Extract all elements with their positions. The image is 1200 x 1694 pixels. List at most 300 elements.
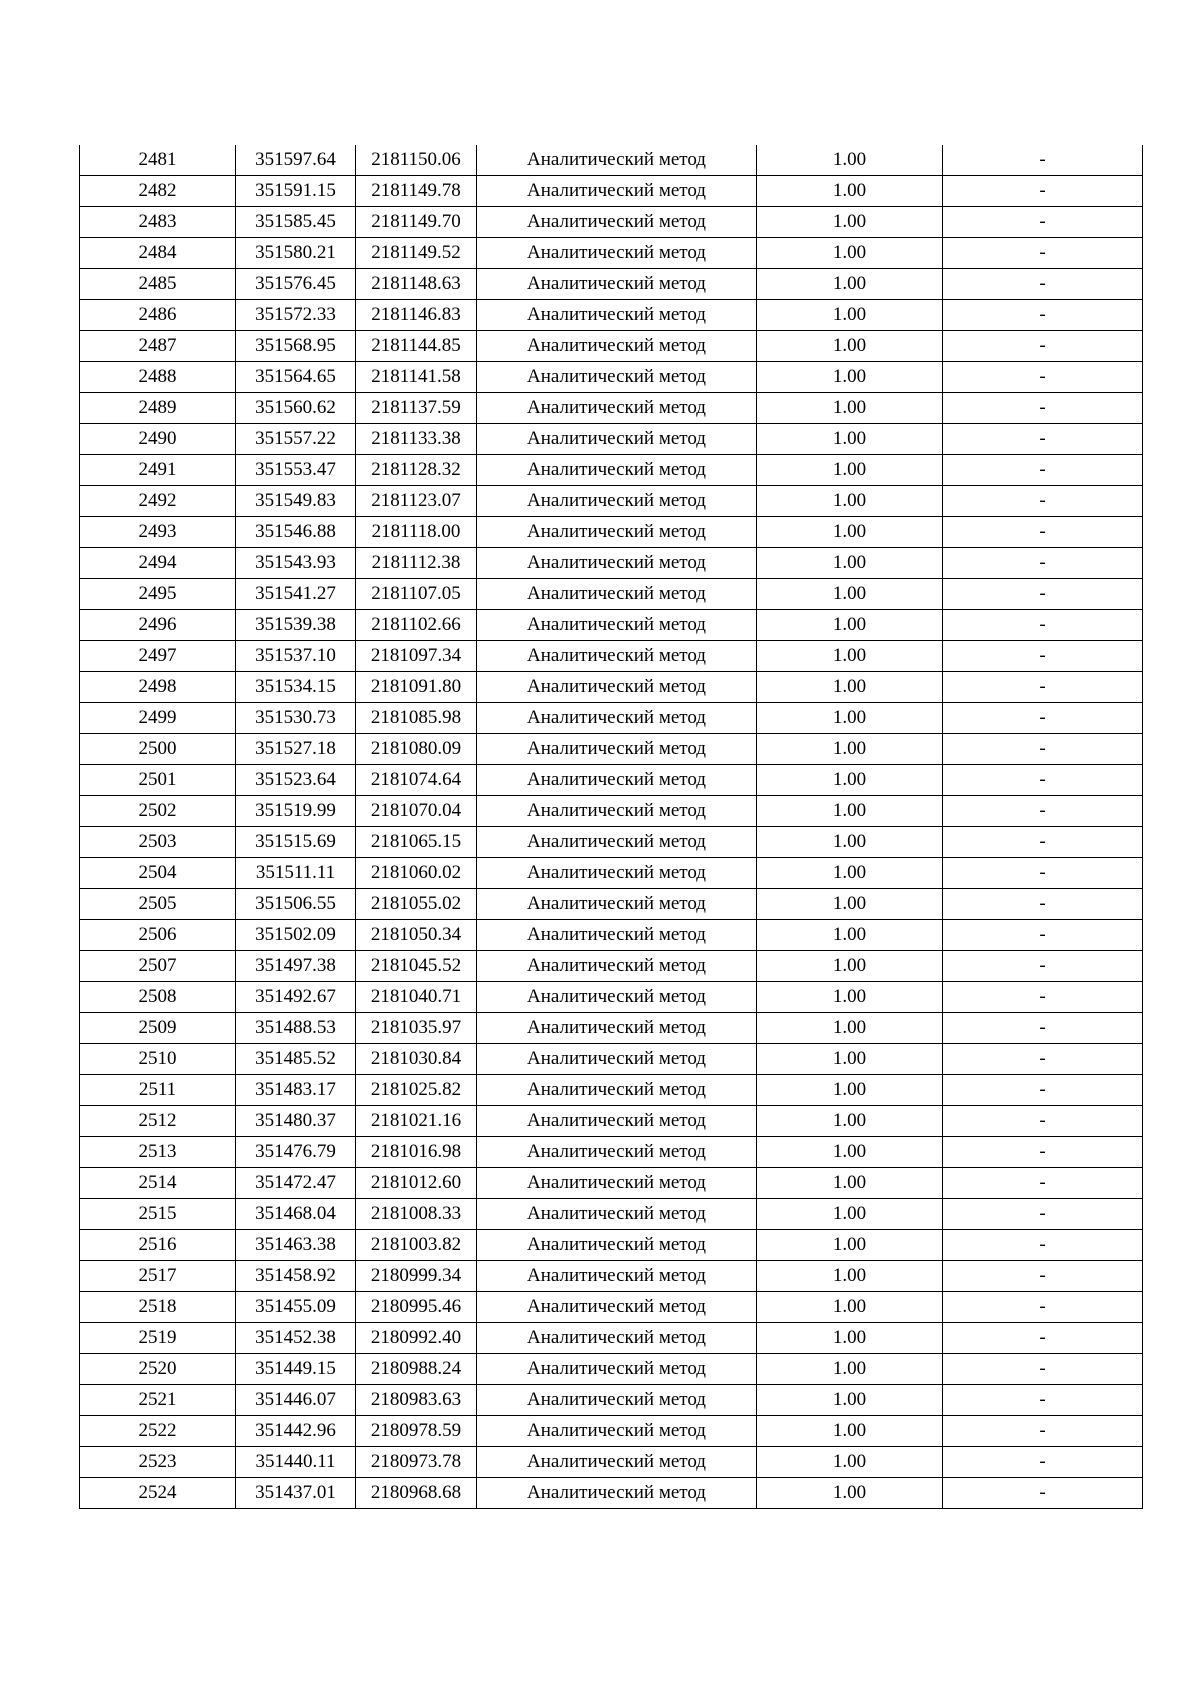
point-number-cell: 2520 — [80, 1354, 236, 1385]
description-cell: - — [943, 517, 1143, 548]
method-cell: Аналитический метод — [477, 1385, 757, 1416]
x-coordinate-cell: 351506.55 — [236, 889, 356, 920]
y-coordinate-cell: 2181008.33 — [356, 1199, 477, 1230]
x-coordinate-cell: 351557.22 — [236, 424, 356, 455]
description-cell: - — [943, 734, 1143, 765]
method-cell: Аналитический метод — [477, 207, 757, 238]
y-coordinate-cell: 2181107.05 — [356, 579, 477, 610]
y-coordinate-cell: 2181148.63 — [356, 269, 477, 300]
accuracy-cell: 1.00 — [757, 1261, 943, 1292]
y-coordinate-cell: 2180988.24 — [356, 1354, 477, 1385]
y-coordinate-cell: 2181070.04 — [356, 796, 477, 827]
accuracy-cell: 1.00 — [757, 1044, 943, 1075]
point-number-cell: 2483 — [80, 207, 236, 238]
description-cell: - — [943, 796, 1143, 827]
point-number-cell: 2487 — [80, 331, 236, 362]
y-coordinate-cell: 2181128.32 — [356, 455, 477, 486]
description-cell: - — [943, 1447, 1143, 1478]
x-coordinate-cell: 351585.45 — [236, 207, 356, 238]
x-coordinate-cell: 351440.11 — [236, 1447, 356, 1478]
description-cell: - — [943, 672, 1143, 703]
accuracy-cell: 1.00 — [757, 362, 943, 393]
accuracy-cell: 1.00 — [757, 1168, 943, 1199]
x-coordinate-cell: 351546.88 — [236, 517, 356, 548]
table-row — [80, 889, 1143, 920]
point-number-cell: 2507 — [80, 951, 236, 982]
y-coordinate-cell: 2181102.66 — [356, 610, 477, 641]
coordinates-table-body — [80, 145, 1143, 1509]
point-number-cell: 2497 — [80, 641, 236, 672]
description-cell: - — [943, 641, 1143, 672]
table-row — [80, 858, 1143, 889]
accuracy-cell: 1.00 — [757, 1323, 943, 1354]
accuracy-cell: 1.00 — [757, 1137, 943, 1168]
description-cell: - — [943, 579, 1143, 610]
y-coordinate-cell: 2181133.38 — [356, 424, 477, 455]
accuracy-cell: 1.00 — [757, 951, 943, 982]
point-number-cell: 2511 — [80, 1075, 236, 1106]
method-cell: Аналитический метод — [477, 1199, 757, 1230]
table-row — [80, 610, 1143, 641]
method-cell: Аналитический метод — [477, 920, 757, 951]
description-cell: - — [943, 1354, 1143, 1385]
method-cell: Аналитический метод — [477, 1106, 757, 1137]
accuracy-cell: 1.00 — [757, 703, 943, 734]
y-coordinate-cell: 2181025.82 — [356, 1075, 477, 1106]
point-number-cell: 2504 — [80, 858, 236, 889]
method-cell: Аналитический метод — [477, 1137, 757, 1168]
description-cell: - — [943, 331, 1143, 362]
x-coordinate-cell: 351534.15 — [236, 672, 356, 703]
method-cell: Аналитический метод — [477, 1013, 757, 1044]
method-cell: Аналитический метод — [477, 1447, 757, 1478]
description-cell: - — [943, 1199, 1143, 1230]
x-coordinate-cell: 351572.33 — [236, 300, 356, 331]
table-row — [80, 145, 1143, 176]
method-cell: Аналитический метод — [477, 672, 757, 703]
description-cell: - — [943, 1292, 1143, 1323]
description-cell: - — [943, 548, 1143, 579]
description-cell: - — [943, 982, 1143, 1013]
description-cell: - — [943, 1230, 1143, 1261]
accuracy-cell: 1.00 — [757, 858, 943, 889]
x-coordinate-cell: 351591.15 — [236, 176, 356, 207]
x-coordinate-cell: 351580.21 — [236, 238, 356, 269]
x-coordinate-cell: 351553.47 — [236, 455, 356, 486]
table-row — [80, 1385, 1143, 1416]
accuracy-cell: 1.00 — [757, 455, 943, 486]
method-cell: Аналитический метод — [477, 982, 757, 1013]
point-number-cell: 2522 — [80, 1416, 236, 1447]
method-cell: Аналитический метод — [477, 238, 757, 269]
table-row — [80, 331, 1143, 362]
description-cell: - — [943, 1416, 1143, 1447]
accuracy-cell: 1.00 — [757, 269, 943, 300]
method-cell: Аналитический метод — [477, 1478, 757, 1509]
description-cell: - — [943, 765, 1143, 796]
table-row — [80, 207, 1143, 238]
x-coordinate-cell: 351492.67 — [236, 982, 356, 1013]
point-number-cell: 2485 — [80, 269, 236, 300]
point-number-cell: 2498 — [80, 672, 236, 703]
y-coordinate-cell: 2180973.78 — [356, 1447, 477, 1478]
y-coordinate-cell: 2181040.71 — [356, 982, 477, 1013]
accuracy-cell: 1.00 — [757, 889, 943, 920]
y-coordinate-cell: 2181045.52 — [356, 951, 477, 982]
y-coordinate-cell: 2181149.78 — [356, 176, 477, 207]
point-number-cell: 2502 — [80, 796, 236, 827]
point-number-cell: 2517 — [80, 1261, 236, 1292]
table-row — [80, 1075, 1143, 1106]
accuracy-cell: 1.00 — [757, 1447, 943, 1478]
method-cell: Аналитический метод — [477, 548, 757, 579]
table-row — [80, 579, 1143, 610]
point-number-cell: 2496 — [80, 610, 236, 641]
point-number-cell: 2493 — [80, 517, 236, 548]
table-row — [80, 920, 1143, 951]
point-number-cell: 2500 — [80, 734, 236, 765]
y-coordinate-cell: 2181035.97 — [356, 1013, 477, 1044]
table-row — [80, 796, 1143, 827]
accuracy-cell: 1.00 — [757, 517, 943, 548]
coordinates-table — [79, 145, 1143, 1509]
accuracy-cell: 1.00 — [757, 486, 943, 517]
table-row — [80, 362, 1143, 393]
description-cell: - — [943, 1385, 1143, 1416]
point-number-cell: 2512 — [80, 1106, 236, 1137]
description-cell: - — [943, 610, 1143, 641]
description-cell: - — [943, 889, 1143, 920]
accuracy-cell: 1.00 — [757, 424, 943, 455]
point-number-cell: 2523 — [80, 1447, 236, 1478]
x-coordinate-cell: 351530.73 — [236, 703, 356, 734]
point-number-cell: 2518 — [80, 1292, 236, 1323]
description-cell: - — [943, 269, 1143, 300]
accuracy-cell: 1.00 — [757, 1416, 943, 1447]
accuracy-cell: 1.00 — [757, 393, 943, 424]
accuracy-cell: 1.00 — [757, 1075, 943, 1106]
x-coordinate-cell: 351452.38 — [236, 1323, 356, 1354]
method-cell: Аналитический метод — [477, 796, 757, 827]
accuracy-cell: 1.00 — [757, 1385, 943, 1416]
point-number-cell: 2490 — [80, 424, 236, 455]
description-cell: - — [943, 393, 1143, 424]
y-coordinate-cell: 2181112.38 — [356, 548, 477, 579]
table-row — [80, 424, 1143, 455]
method-cell: Аналитический метод — [477, 858, 757, 889]
y-coordinate-cell: 2180978.59 — [356, 1416, 477, 1447]
description-cell: - — [943, 858, 1143, 889]
description-cell: - — [943, 1137, 1143, 1168]
table-row — [80, 1292, 1143, 1323]
method-cell: Аналитический метод — [477, 331, 757, 362]
point-number-cell: 2488 — [80, 362, 236, 393]
y-coordinate-cell: 2181150.06 — [356, 145, 477, 176]
y-coordinate-cell: 2181080.09 — [356, 734, 477, 765]
table-row — [80, 393, 1143, 424]
y-coordinate-cell: 2181097.34 — [356, 641, 477, 672]
table-row — [80, 1199, 1143, 1230]
table-row — [80, 455, 1143, 486]
table-row — [80, 238, 1143, 269]
method-cell: Аналитический метод — [477, 1416, 757, 1447]
y-coordinate-cell: 2181016.98 — [356, 1137, 477, 1168]
method-cell: Аналитический метод — [477, 1292, 757, 1323]
point-number-cell: 2509 — [80, 1013, 236, 1044]
x-coordinate-cell: 351527.18 — [236, 734, 356, 765]
accuracy-cell: 1.00 — [757, 548, 943, 579]
table-row — [80, 1137, 1143, 1168]
method-cell: Аналитический метод — [477, 1323, 757, 1354]
y-coordinate-cell: 2181144.85 — [356, 331, 477, 362]
y-coordinate-cell: 2180983.63 — [356, 1385, 477, 1416]
method-cell: Аналитический метод — [477, 1261, 757, 1292]
y-coordinate-cell: 2181149.52 — [356, 238, 477, 269]
point-number-cell: 2492 — [80, 486, 236, 517]
y-coordinate-cell: 2181060.02 — [356, 858, 477, 889]
table-row — [80, 641, 1143, 672]
table-row — [80, 1168, 1143, 1199]
point-number-cell: 2482 — [80, 176, 236, 207]
table-row — [80, 1478, 1143, 1509]
description-cell: - — [943, 145, 1143, 176]
method-cell: Аналитический метод — [477, 393, 757, 424]
point-number-cell: 2489 — [80, 393, 236, 424]
accuracy-cell: 1.00 — [757, 331, 943, 362]
point-number-cell: 2494 — [80, 548, 236, 579]
x-coordinate-cell: 351449.15 — [236, 1354, 356, 1385]
x-coordinate-cell: 351541.27 — [236, 579, 356, 610]
table-row — [80, 1044, 1143, 1075]
point-number-cell: 2513 — [80, 1137, 236, 1168]
accuracy-cell: 1.00 — [757, 796, 943, 827]
x-coordinate-cell: 351537.10 — [236, 641, 356, 672]
description-cell: - — [943, 920, 1143, 951]
x-coordinate-cell: 351480.37 — [236, 1106, 356, 1137]
description-cell: - — [943, 1106, 1143, 1137]
point-number-cell: 2514 — [80, 1168, 236, 1199]
point-number-cell: 2515 — [80, 1199, 236, 1230]
x-coordinate-cell: 351539.38 — [236, 610, 356, 641]
accuracy-cell: 1.00 — [757, 1013, 943, 1044]
table-row — [80, 734, 1143, 765]
method-cell: Аналитический метод — [477, 951, 757, 982]
table-row — [80, 951, 1143, 982]
x-coordinate-cell: 351502.09 — [236, 920, 356, 951]
method-cell: Аналитический метод — [477, 486, 757, 517]
accuracy-cell: 1.00 — [757, 920, 943, 951]
y-coordinate-cell: 2181021.16 — [356, 1106, 477, 1137]
accuracy-cell: 1.00 — [757, 1106, 943, 1137]
table-row — [80, 1013, 1143, 1044]
y-coordinate-cell: 2181141.58 — [356, 362, 477, 393]
y-coordinate-cell: 2181050.34 — [356, 920, 477, 951]
y-coordinate-cell: 2181149.70 — [356, 207, 477, 238]
accuracy-cell: 1.00 — [757, 641, 943, 672]
y-coordinate-cell: 2181074.64 — [356, 765, 477, 796]
description-cell: - — [943, 238, 1143, 269]
method-cell: Аналитический метод — [477, 734, 757, 765]
accuracy-cell: 1.00 — [757, 1199, 943, 1230]
table-row — [80, 486, 1143, 517]
x-coordinate-cell: 351568.95 — [236, 331, 356, 362]
y-coordinate-cell: 2180992.40 — [356, 1323, 477, 1354]
point-number-cell: 2505 — [80, 889, 236, 920]
y-coordinate-cell: 2181137.59 — [356, 393, 477, 424]
x-coordinate-cell: 351468.04 — [236, 1199, 356, 1230]
description-cell: - — [943, 455, 1143, 486]
x-coordinate-cell: 351564.65 — [236, 362, 356, 393]
y-coordinate-cell: 2181118.00 — [356, 517, 477, 548]
description-cell: - — [943, 362, 1143, 393]
method-cell: Аналитический метод — [477, 145, 757, 176]
table-row — [80, 269, 1143, 300]
table-row — [80, 982, 1143, 1013]
x-coordinate-cell: 351523.64 — [236, 765, 356, 796]
method-cell: Аналитический метод — [477, 1230, 757, 1261]
method-cell: Аналитический метод — [477, 269, 757, 300]
y-coordinate-cell: 2180968.68 — [356, 1478, 477, 1509]
description-cell: - — [943, 951, 1143, 982]
method-cell: Аналитический метод — [477, 641, 757, 672]
table-row — [80, 1354, 1143, 1385]
description-cell: - — [943, 1013, 1143, 1044]
point-number-cell: 2495 — [80, 579, 236, 610]
x-coordinate-cell: 351511.11 — [236, 858, 356, 889]
accuracy-cell: 1.00 — [757, 207, 943, 238]
x-coordinate-cell: 351497.38 — [236, 951, 356, 982]
x-coordinate-cell: 351560.62 — [236, 393, 356, 424]
accuracy-cell: 1.00 — [757, 176, 943, 207]
x-coordinate-cell: 351472.47 — [236, 1168, 356, 1199]
method-cell: Аналитический метод — [477, 827, 757, 858]
accuracy-cell: 1.00 — [757, 982, 943, 1013]
x-coordinate-cell: 351455.09 — [236, 1292, 356, 1323]
accuracy-cell: 1.00 — [757, 610, 943, 641]
table-row — [80, 1447, 1143, 1478]
method-cell: Аналитический метод — [477, 424, 757, 455]
y-coordinate-cell: 2181012.60 — [356, 1168, 477, 1199]
method-cell: Аналитический метод — [477, 703, 757, 734]
accuracy-cell: 1.00 — [757, 579, 943, 610]
point-number-cell: 2503 — [80, 827, 236, 858]
x-coordinate-cell: 351485.52 — [236, 1044, 356, 1075]
accuracy-cell: 1.00 — [757, 765, 943, 796]
method-cell: Аналитический метод — [477, 579, 757, 610]
table-row — [80, 176, 1143, 207]
point-number-cell: 2516 — [80, 1230, 236, 1261]
y-coordinate-cell: 2181030.84 — [356, 1044, 477, 1075]
x-coordinate-cell: 351437.01 — [236, 1478, 356, 1509]
method-cell: Аналитический метод — [477, 300, 757, 331]
method-cell: Аналитический метод — [477, 176, 757, 207]
description-cell: - — [943, 207, 1143, 238]
accuracy-cell: 1.00 — [757, 734, 943, 765]
table-row — [80, 1416, 1143, 1447]
point-number-cell: 2486 — [80, 300, 236, 331]
point-number-cell: 2481 — [80, 145, 236, 176]
x-coordinate-cell: 351446.07 — [236, 1385, 356, 1416]
description-cell: - — [943, 424, 1143, 455]
accuracy-cell: 1.00 — [757, 1230, 943, 1261]
description-cell: - — [943, 1323, 1143, 1354]
table-row — [80, 300, 1143, 331]
x-coordinate-cell: 351519.99 — [236, 796, 356, 827]
y-coordinate-cell: 2180995.46 — [356, 1292, 477, 1323]
method-cell: Аналитический метод — [477, 1354, 757, 1385]
table-row — [80, 1261, 1143, 1292]
method-cell: Аналитический метод — [477, 1168, 757, 1199]
point-number-cell: 2519 — [80, 1323, 236, 1354]
table-row — [80, 1230, 1143, 1261]
description-cell: - — [943, 703, 1143, 734]
y-coordinate-cell: 2181146.83 — [356, 300, 477, 331]
point-number-cell: 2524 — [80, 1478, 236, 1509]
method-cell: Аналитический метод — [477, 765, 757, 796]
point-number-cell: 2508 — [80, 982, 236, 1013]
y-coordinate-cell: 2181003.82 — [356, 1230, 477, 1261]
x-coordinate-cell: 351476.79 — [236, 1137, 356, 1168]
x-coordinate-cell: 351463.38 — [236, 1230, 356, 1261]
description-cell: - — [943, 1478, 1143, 1509]
x-coordinate-cell: 351515.69 — [236, 827, 356, 858]
y-coordinate-cell: 2181091.80 — [356, 672, 477, 703]
description-cell: - — [943, 486, 1143, 517]
method-cell: Аналитический метод — [477, 517, 757, 548]
method-cell: Аналитический метод — [477, 889, 757, 920]
description-cell: - — [943, 176, 1143, 207]
x-coordinate-cell: 351488.53 — [236, 1013, 356, 1044]
point-number-cell: 2510 — [80, 1044, 236, 1075]
method-cell: Аналитический метод — [477, 1075, 757, 1106]
table-row — [80, 548, 1143, 579]
y-coordinate-cell: 2181123.07 — [356, 486, 477, 517]
point-number-cell: 2521 — [80, 1385, 236, 1416]
y-coordinate-cell: 2181085.98 — [356, 703, 477, 734]
x-coordinate-cell: 351543.93 — [236, 548, 356, 579]
table-row — [80, 1106, 1143, 1137]
x-coordinate-cell: 351442.96 — [236, 1416, 356, 1447]
method-cell: Аналитический метод — [477, 1044, 757, 1075]
point-number-cell: 2491 — [80, 455, 236, 486]
table-row — [80, 827, 1143, 858]
y-coordinate-cell: 2181055.02 — [356, 889, 477, 920]
x-coordinate-cell: 351576.45 — [236, 269, 356, 300]
y-coordinate-cell: 2180999.34 — [356, 1261, 477, 1292]
accuracy-cell: 1.00 — [757, 145, 943, 176]
description-cell: - — [943, 1075, 1143, 1106]
description-cell: - — [943, 827, 1143, 858]
description-cell: - — [943, 1168, 1143, 1199]
table-row — [80, 703, 1143, 734]
table-row — [80, 1323, 1143, 1354]
accuracy-cell: 1.00 — [757, 672, 943, 703]
x-coordinate-cell: 351483.17 — [236, 1075, 356, 1106]
accuracy-cell: 1.00 — [757, 300, 943, 331]
method-cell: Аналитический метод — [477, 455, 757, 486]
table-row — [80, 517, 1143, 548]
point-number-cell: 2499 — [80, 703, 236, 734]
accuracy-cell: 1.00 — [757, 1292, 943, 1323]
method-cell: Аналитический метод — [477, 362, 757, 393]
accuracy-cell: 1.00 — [757, 1354, 943, 1385]
point-number-cell: 2501 — [80, 765, 236, 796]
point-number-cell: 2506 — [80, 920, 236, 951]
accuracy-cell: 1.00 — [757, 238, 943, 269]
accuracy-cell: 1.00 — [757, 1478, 943, 1509]
method-cell: Аналитический метод — [477, 610, 757, 641]
description-cell: - — [943, 1261, 1143, 1292]
